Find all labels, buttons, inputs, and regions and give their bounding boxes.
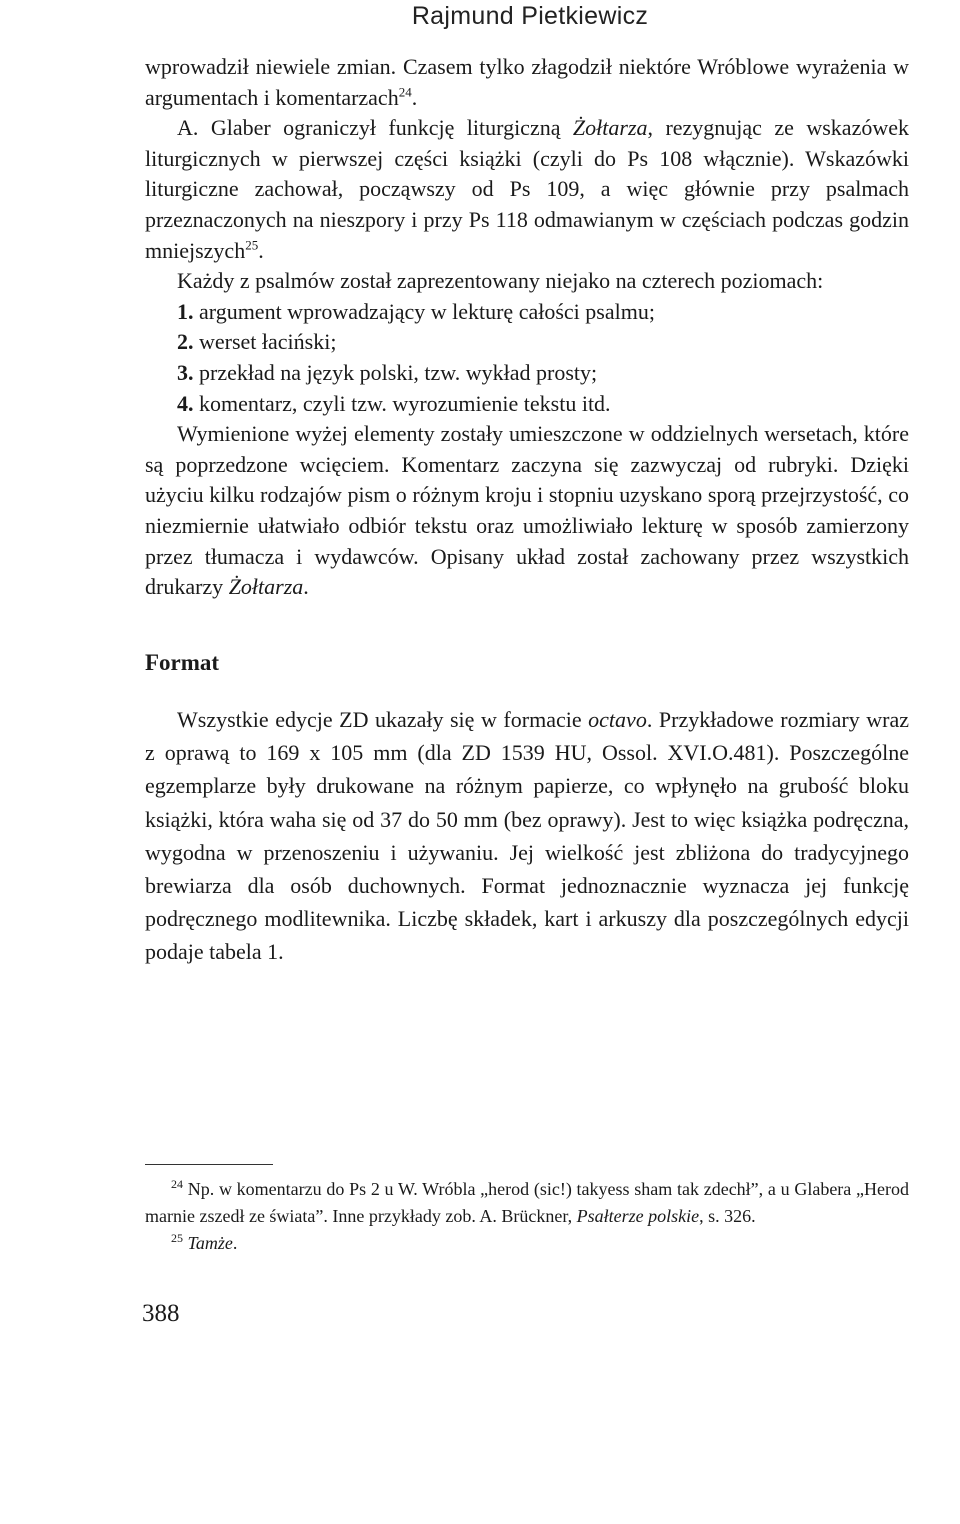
- paragraph: [145, 113, 909, 266]
- footnote-number: 24: [171, 1177, 183, 1191]
- punctuation: .: [303, 574, 309, 600]
- list-text: przekład na język polski, tzw. wykład prosty;: [193, 359, 598, 385]
- footnote-number: 25: [171, 1231, 183, 1245]
- footnote-25: [145, 1230, 909, 1257]
- page-number: 388: [142, 1300, 180, 1327]
- body-text: [145, 52, 909, 603]
- paragraph-text: , rezygnując ze wskazówek liturgicznych w pierwszej części książki (czyli do Ps 108 włącznie). Wskazówki liturgiczne zachował, począwszy od Ps 109, a więc głównie przy psalmach przeznaczonych na nieszpory i przy Ps 118 odmawianym w częściach podczas godzin mniejszych: [145, 115, 909, 263]
- footnote-24: [145, 1176, 909, 1230]
- list-item: [145, 358, 909, 389]
- paragraph-text: A. Glaber ograniczył funkcję liturgiczną: [177, 115, 573, 141]
- list-number: 3.: [177, 359, 194, 385]
- paragraph: Każdy z psalmów został zaprezentowany niejako na czterech poziomach:: [177, 268, 824, 294]
- footnote-text: .: [232, 1233, 238, 1253]
- list-number: 4.: [177, 390, 194, 416]
- footnotes: [145, 1176, 909, 1257]
- paragraph-text: . Przykładowe rozmiary wraz z oprawą to 169 x 105 mm (dla ZD 1539 HU, Ossol. XVI.O.481). Poszczególne egzemplarze były drukowane na różnym papierze, co wpłynęło na grubość bloku książki, która waha się od 37 do 50 mm (bez oprawy). Jest to więc książka podręczna, wygodna w przenoszeniu i używaniu. Jej wielkość jest zbliżona do tradycyjnego brewiarza dla osób duchownych. Format jednoznacznie wyznacza jej funkcję podręcznego modlitewnika. Liczbę składek, kart i arkuszy dla poszczególnych edycji podaje tabela 1.: [145, 707, 909, 965]
- list-text: werset łaciński;: [193, 329, 337, 355]
- footnote-text: Np. w komentarzu do Ps 2 u W. Wróbla „herod (sic!) takyess sham tak zdechł”, a u Glabera „Herod marnie zszedł ze świata”. Inne przykłady zob. A. Brückner,: [145, 1179, 909, 1226]
- list-item: [145, 297, 909, 328]
- book-title: Tamże: [187, 1233, 233, 1253]
- footnote-divider: [145, 1164, 273, 1165]
- italic-term: octavo: [588, 707, 647, 732]
- paragraph-text: wprowadził niewiele zmian. Czasem tylko złagodził niektóre Wróblowe wyrażenia w argumentach i komentarzach: [145, 54, 909, 110]
- paragraph: [145, 703, 909, 969]
- list-item: [145, 327, 909, 358]
- list-number: 2.: [177, 329, 194, 355]
- section-heading: Format: [145, 650, 220, 675]
- punctuation: .: [411, 84, 418, 110]
- list-item: [145, 389, 909, 420]
- list-text: argument wprowadzający w lekturę całości psalmu;: [193, 298, 655, 324]
- paragraph: [145, 52, 909, 113]
- footnote-text: , s. 326.: [699, 1206, 756, 1226]
- footnote-ref-24[interactable]: 24: [398, 84, 412, 100]
- book-title: Psałterze polskie: [576, 1206, 700, 1226]
- running-head: Rajmund Pietkiewicz: [411, 2, 649, 30]
- paragraph-text: Wymienione wyżej elementy zostały umieszczone w oddzielnych wersetach, które są poprzedzone wcięciem. Komentarz zaczyna się zazwyczaj od rubryki. Dzięki użyciu kilku rodzajów pism o różnym kroju i stopniu uzyskano sporą przejrzystość, co niezmiernie ułatwiało odbiór tekstu oraz umożliwiało lekturę w sposób zamierzony przez tłumacza i wydawców. Opisany układ został zachowany przez wszystkich drukarzy: [145, 421, 909, 600]
- section-body: [145, 703, 909, 969]
- footnote-ref-25[interactable]: 25: [245, 237, 259, 253]
- punctuation: .: [258, 237, 264, 263]
- paragraph: [145, 419, 909, 603]
- paragraph-text: Wszystkie edycje ZD ukazały się w formacie: [177, 707, 589, 732]
- list-text: komentarz, czyli tzw. wyrozumienie tekstu itd.: [193, 390, 611, 416]
- book-title: Żołtarza: [572, 115, 648, 141]
- book-title: Żołtarza: [228, 574, 304, 600]
- list-number: 1.: [177, 298, 194, 324]
